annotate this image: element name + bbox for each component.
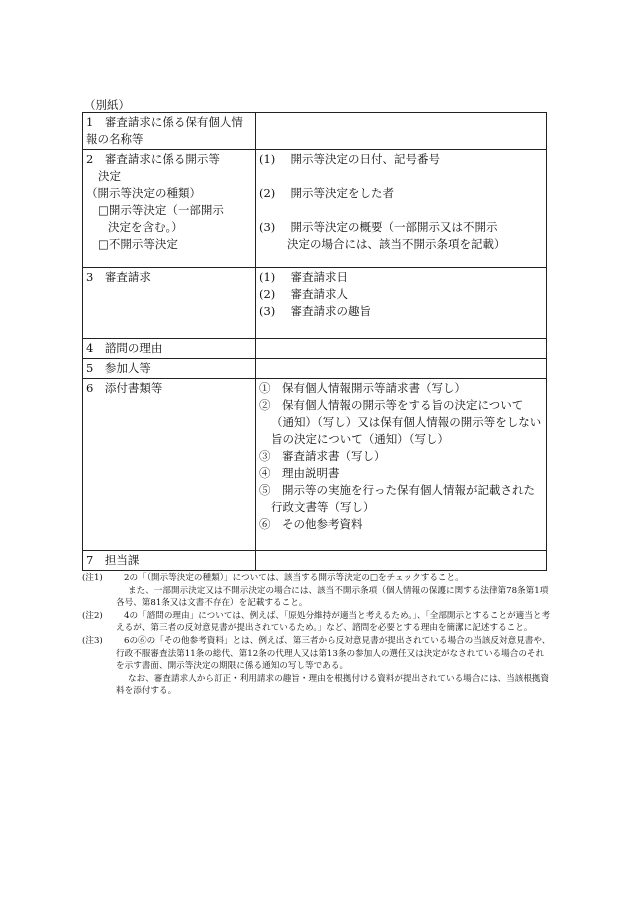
note-label: (注2) xyxy=(82,610,103,621)
note-text: 2の「（開示等決定の種類）」については、該当する開示等決定の□をチェックすること。 xyxy=(124,573,464,583)
value-decision xyxy=(256,150,547,268)
row-request xyxy=(83,268,547,339)
note-text: 6の⑥の「その他参考資料」とは、例えば、第三者から反対意見書が提出されている場合の当該反対意見書や、行政不服審査法第11条の総代、第12条の代理人又は第13条の参加人の選任又は決定がなされている場合のそれを示す書面、開示等決定の期限に係る通知の写し等である。 xyxy=(116,635,551,672)
label-request: 3 審査請求 xyxy=(83,268,256,339)
note-1 xyxy=(82,572,552,610)
decision-label-line2: 決定 xyxy=(98,169,121,183)
label-decision xyxy=(83,150,256,268)
decision-type-label: （開示等決定の種類） xyxy=(86,186,201,200)
value-department xyxy=(256,551,547,571)
row-item-name xyxy=(83,113,547,150)
value-item-name xyxy=(256,113,547,150)
note-label: (注1) xyxy=(82,573,103,583)
note-label: (注3) xyxy=(82,635,103,646)
request-item-2: (2) 審査請求人 xyxy=(259,287,348,301)
notes-section xyxy=(82,572,552,698)
attachment-item: ④ 理由説明書 xyxy=(259,466,340,480)
attachment-heading: （別紙） xyxy=(84,98,130,112)
row-attachments xyxy=(83,379,547,551)
checkbox-non-disclosure: □不開示等決定 xyxy=(98,237,178,251)
value-consult-reason xyxy=(256,339,547,359)
row-department xyxy=(83,551,547,571)
attachment-item: ① 保有個人情報開示等請求書（写し） xyxy=(259,381,466,395)
row-consult-reason xyxy=(83,339,547,359)
attachment-item: ② 保有個人情報の開示等をする旨の決定について（通知）（写し）又は保有個人情報の開示等をしない旨の決定について（通知）（写し） xyxy=(259,398,542,446)
checkbox-partial-disclosure: □開示等決定（一部開示 xyxy=(98,203,224,217)
label-department: 7 担当課 xyxy=(83,551,256,571)
label-consult-reason: 4 諮問の理由 xyxy=(83,339,256,359)
decision-item-3-cont: 決定の場合には、該当不開示条項を記載） xyxy=(287,237,506,251)
form-table xyxy=(82,112,547,571)
attachment-item: ⑥ その他参考資料 xyxy=(259,517,363,531)
value-request xyxy=(256,268,547,339)
row-decision xyxy=(83,150,547,268)
value-participants xyxy=(256,359,547,379)
note-3 xyxy=(82,635,552,698)
note-text: 4の「諮問の理由」については、例えば、「原処分維持が適当と考えるため。」、「全部開示とすることが適当と考えるが、第三者の反対意見書が提出されているため。」など、諮問を必要とする理由を簡潔に記述すること。 xyxy=(116,610,551,634)
label-attachments: 6 添付書類等 xyxy=(83,379,256,551)
decision-item-1: (1) 開示等決定の日付、記号番号 xyxy=(259,152,440,166)
request-item-3: (3) 審査請求の趣旨 xyxy=(259,304,371,318)
note-2 xyxy=(82,610,552,635)
attachment-item: ③ 審査請求書（写し） xyxy=(259,449,386,463)
label-item-name: 1 審査請求に係る保有個人情報の名称等 xyxy=(83,113,256,150)
note-text: また、一部開示決定又は不開示決定の場合には、該当不開示条項（個人情報の保護に関する法律第78条第1項各号、第81条又は文書不存在）を記載すること。 xyxy=(116,585,549,609)
label-participants: 5 参加人等 xyxy=(83,359,256,379)
decision-label-line1: 2 審査請求に係る開示等 xyxy=(86,152,220,166)
row-participants xyxy=(83,359,547,379)
value-attachments xyxy=(256,379,547,551)
attachment-item: ⑤ 開示等の実施を行った保有個人情報が記載された行政文書等（写し） xyxy=(259,483,535,514)
checkbox-partial-disclosure-cont: 決定を含む。） xyxy=(108,220,183,234)
decision-item-2: (2) 開示等決定をした者 xyxy=(259,186,394,200)
decision-item-3: (3) 開示等決定の概要（一部開示又は不開示 xyxy=(259,220,498,234)
note-text: なお、審査請求人から訂正・利用請求の趣旨・理由を根拠付ける資料が提出されている場合には、当該根拠資料を添付する。 xyxy=(116,673,550,697)
request-item-1: (1) 審査請求日 xyxy=(259,270,348,284)
